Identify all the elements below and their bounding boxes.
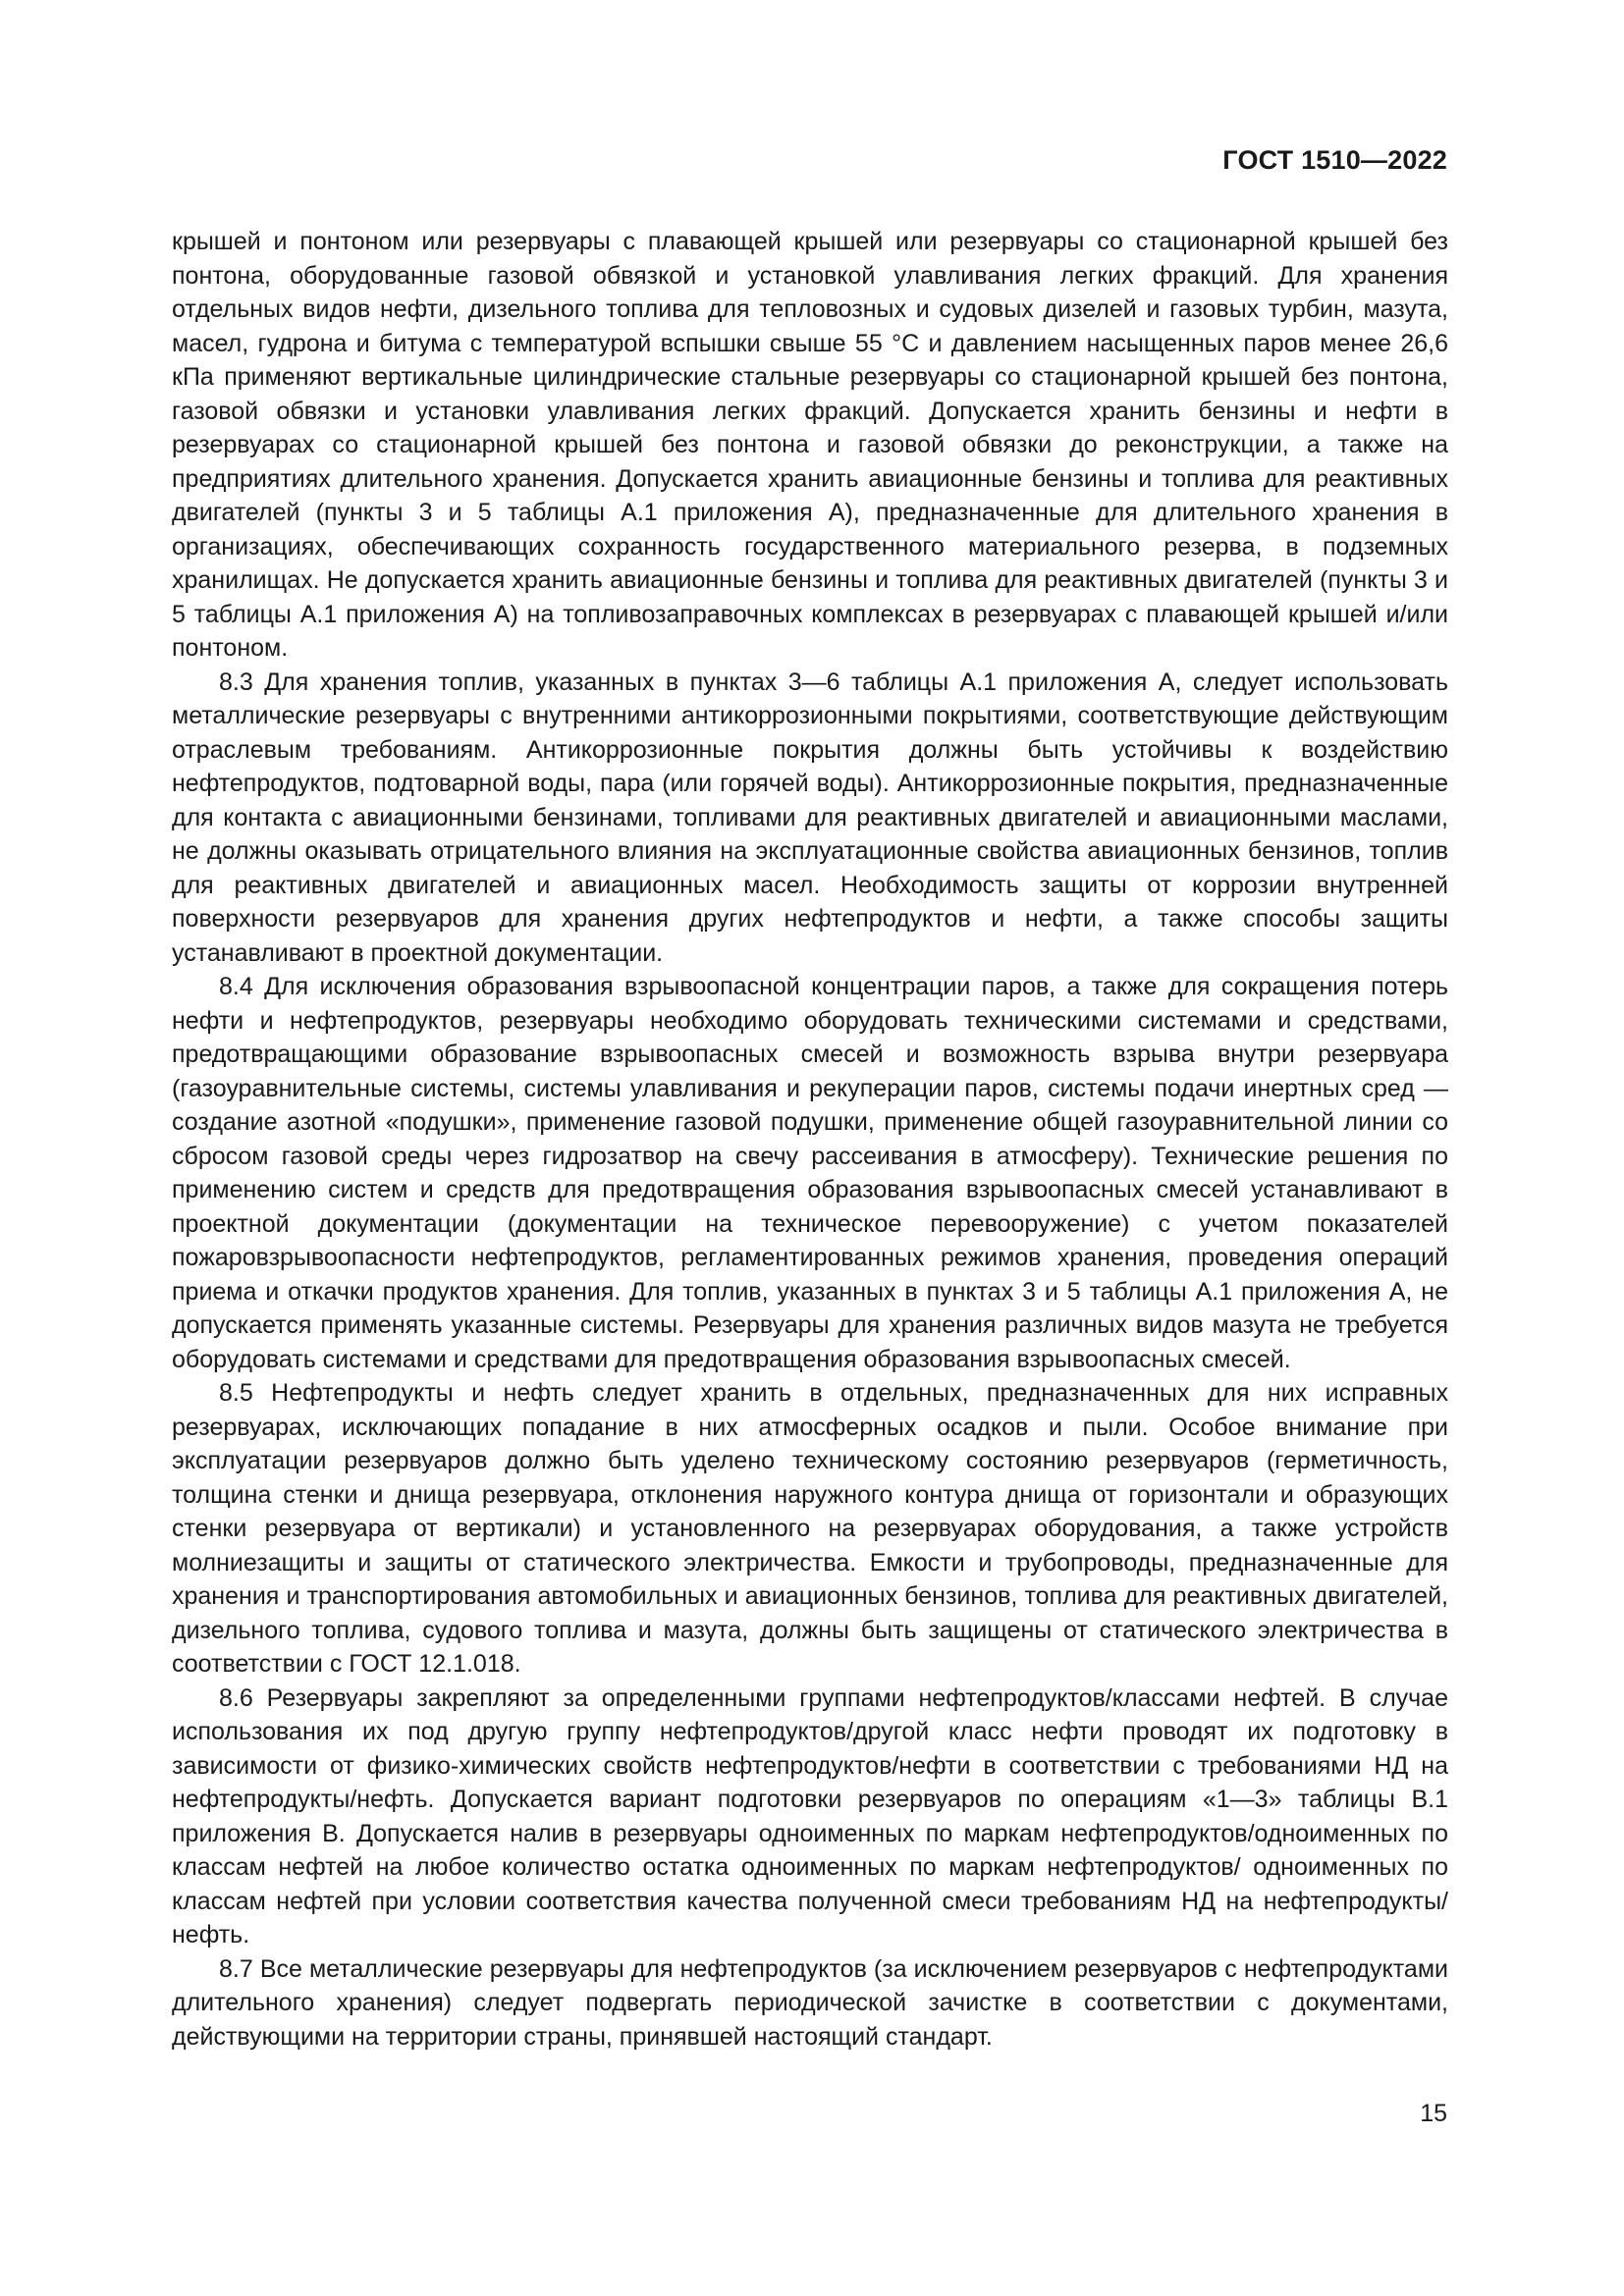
body-text [172, 225, 1448, 2054]
standard-code-header: ГОСТ 1510—2022 [1222, 145, 1447, 175]
paragraph-continuation: крышей и понтоном или резервуары с плавающей крышей или резервуары со стационарной крышей без понтона, оборудованные газовой обвязкой и установкой улавливания легких фракций. Для хранения отдельных видов нефти, дизельного топлива для тепловозных и судовых дизелей и газовых турбин, мазута, масел, гудрона и битума с температурой вспышки свыше 55 °C и давлением насыщенных паров менее 26,6 кПа применяют вертикальные цилиндрические стальные резервуары со стационарной крышей без понтона, газовой обвязки и установки улавливания легких фракций. Допускается хранить бензины и нефти в резервуарах со стационарной крышей без понтона и газовой обвязки до реконструкции, а также на предприятиях длительного хранения. Допускается хранить авиационные бензины и топлива для реактивных двигателей (пункты 3 и 5 таблицы А.1 приложения А), предназначенные для длительного хранения в организациях, обеспечивающих сохранность государственного материального резерва, в подземных хранилищах. Не допускается хранить авиационные бензины и топлива для реактивных двигателей (пункты 3 и 5 таблицы А.1 приложения А) на топливозаправочных комплексах в резервуарах с плавающей крышей и/или понтоном. [172, 228, 1448, 662]
paragraph-8-5: 8.5 Нефтепродукты и нефть следует хранить в отдельных, предназначенных для них исправных резервуарах, исключающих попадание в них атмосферных осадков и пыли. Особое внимание при эксплуатации резервуаров должно быть уделено техническому состоянию резервуаров (герметичность, толщина стенки и днища резервуара, отклонения наружного контура днища от горизонтали и образующих стенки резервуара от вертикали) и установленного на резервуарах оборудования, а также устройств молниезащиты и защиты от статического электричества. Емкости и трубопроводы, предназначенные для хранения и транспортирования автомобильных и авиационных бензинов, топлива для реактивных двигателей, дизельного топлива, судового топлива и мазута, должны быть защищены от статического электричества в соответствии с ГОСТ 12.1.018. [172, 1379, 1448, 1678]
paragraph-8-4: 8.4 Для исключения образования взрывоопасной концентрации паров, а также для сокращения потерь нефти и нефтепродуктов, резервуары необходимо оборудовать техническими системами и средствами, предотвращающими образование взрывоопасных смесей и возможность взрыва внутри резервуара (газоуравнительные системы, системы улавливания и рекуперации паров, системы подачи инертных сред — создание азотной «подушки», применение газовой подушки, применение общей газоуравнительной линии со сбросом газовой среды через гидрозатвор на свечу рассеивания в атмосферу). Технические решения по применению систем и средств для предотвращения образования взрывоопасных смесей устанавливают в проектной документации (документации на техническое перевооружение) с учетом показателей пожаровзрывоопасности нефтепродуктов, регламентированных режимов хранения, проведения операций приема и откачки продуктов хранения. Для топлив, указанных в пунктах 3 и 5 таблицы А.1 приложения А, не допускается применять указанные системы. Резервуары для хранения различных видов мазута не требуется оборудовать системами и средствами для предотвращения образования взрывоопасных смесей. [172, 973, 1448, 1373]
paragraph-8-6: 8.6 Резервуары закрепляют за определенными группами нефтепродуктов/классами нефтей. В случае использования их под другую группу нефтепродуктов/другой класс нефти проводят их подготовку в зависимости от физико-химических свойств нефтепродуктов/нефти в соответствии с требованиями НД на нефтепродукты/нефть. Допускается вариант подготовки резервуаров по операциям «1—3» таблицы В.1 приложения В. Допускается налив в резервуары одноименных по маркам нефтепродуктов/одноименных по классам нефтей на любое количество остатка одноименных по маркам нефтепродуктов/ одноименных по классам нефтей при условии соответствия качества полученной смеси требованиям НД на нефтепродукты/нефть. [172, 1683, 1448, 1949]
paragraph-8-7: 8.7 Все металлические резервуары для нефтепродуктов (за исключением резервуаров с нефтепродуктами длительного хранения) следует подвергать периодической зачистке в соответствии с документами, действующими на территории страны, принявшей настоящий стандарт. [172, 1954, 1448, 2051]
page-number: 15 [1420, 2100, 1447, 2127]
paragraph-8-3: 8.3 Для хранения топлив, указанных в пунктах 3—6 таблицы А.1 приложения А, следует использовать металлические резервуары с внутренними антикоррозионными покрытиями, соответствующие действующим отраслевым требованиям. Антикоррозионные покрытия должны быть устойчивы к воздействию нефтепродуктов, подтоварной воды, пара (или горячей воды). Антикоррозионные покрытия, предназначенные для контакта с авиационными бензинами, топливами для реактивных двигателей и авиационными маслами, не должны оказывать отрицательного влияния на эксплуатационные свойства авиационных бензинов, топлив для реактивных двигателей и авиационных масел. Необходимость защиты от коррозии внутренней поверхности резервуаров для хранения других нефтепродуктов и нефти, а также способы защиты устанавливают в проектной документации. [172, 667, 1448, 967]
